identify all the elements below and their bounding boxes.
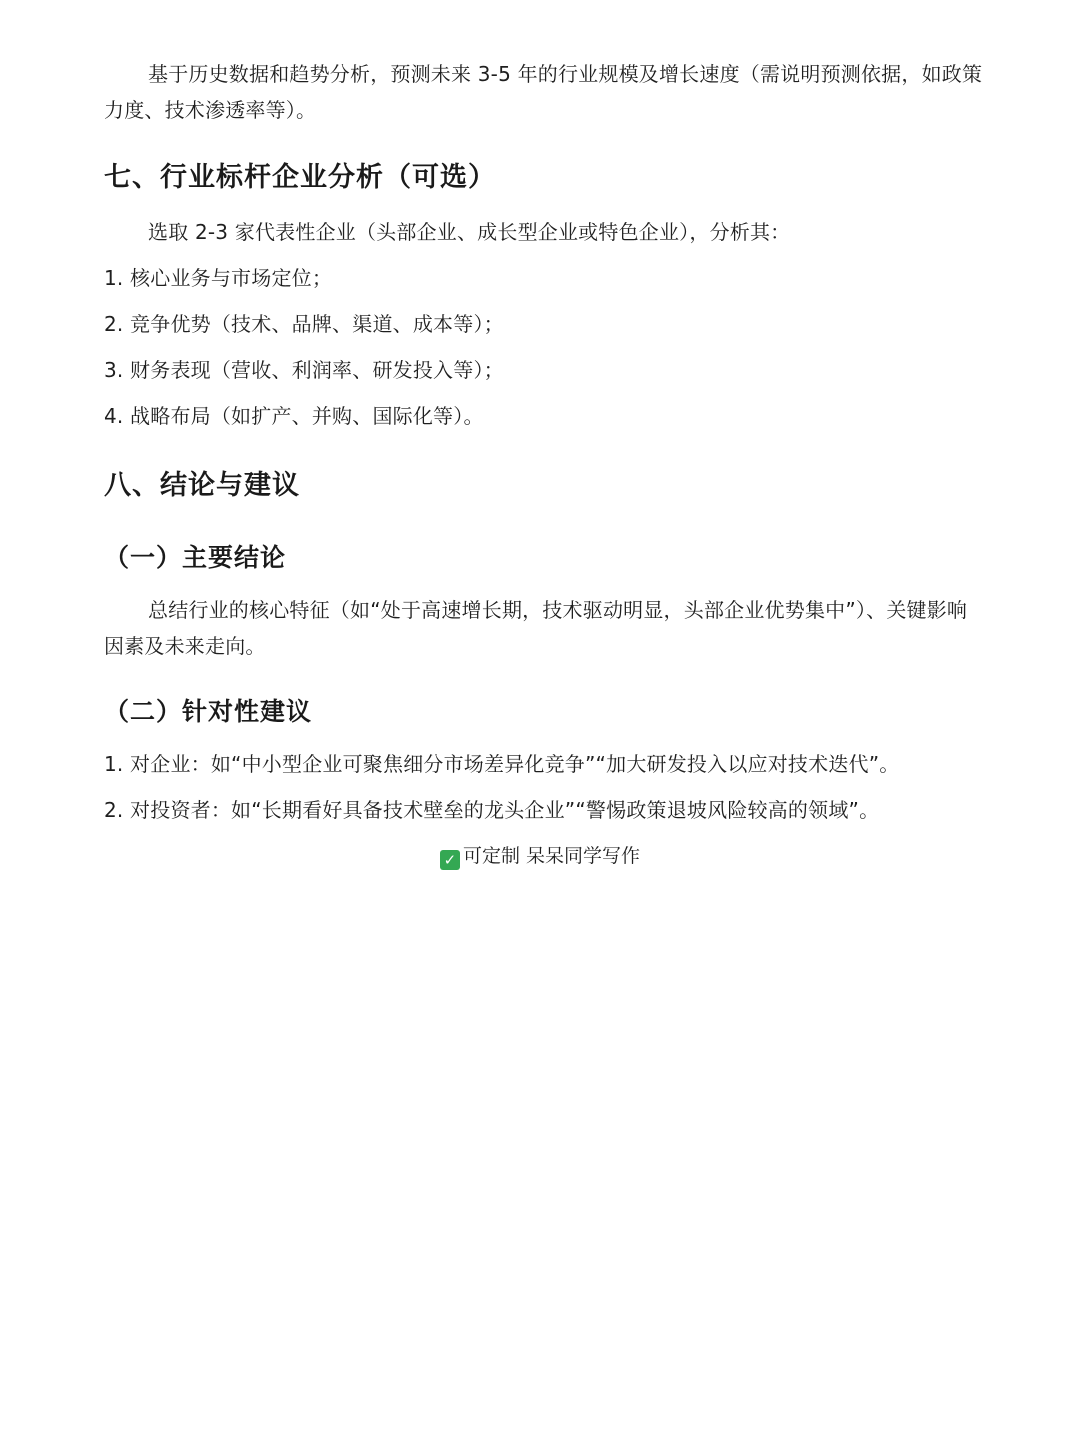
section7-item-1: 1. 核心业务与市场定位； <box>104 266 333 290</box>
section8-suggestion-1: 1. 对企业：如“中小型企业可聚焦细分市场差异化竞争”“加大研发投入以应对技术迭代”。 <box>104 752 900 776</box>
section8-suggestion-2: 2. 对投资者：如“长期看好具备技术壁垒的龙头企业”“警惕政策退坡风险较高的领域”。 <box>104 798 880 822</box>
section8-heading: 八、结论与建议 <box>104 470 300 501</box>
section7-item-2: 2. 竞争优势（技术、品牌、渠道、成本等）； <box>104 312 504 336</box>
section7-lead: 选取 2-3 家代表性企业（头部企业、成长型企业或特色企业），分析其： <box>148 220 791 244</box>
section7-heading: 七、行业标杆企业分析（可选） <box>104 162 496 193</box>
section8-sub1-body: 总结行业的核心特征（如“处于高速增长期，技术驱动明显，头部企业优势集中”）、关键影响因素及未来走向。 <box>104 598 968 658</box>
intro-paragraph: 基于历史数据和趋势分析，预测未来 3-5 年的行业规模及增长速度（需说明预测依据，如政策力度、技术渗透率等）。 <box>104 62 983 122</box>
footer-note <box>0 840 1080 872</box>
check-mark-icon: ✓ <box>440 850 460 870</box>
footer-text: 可定制 呆呆同学写作 <box>462 845 641 867</box>
section8-sub1-heading: （一）主要结论 <box>104 543 287 572</box>
section7-item-3: 3. 财务表现（营收、利润率、研发投入等）； <box>104 358 504 382</box>
section7-item-4: 4. 战略布局（如扩产、并购、国际化等）。 <box>104 404 484 428</box>
section8-sub2-heading: （二）针对性建议 <box>104 697 313 726</box>
